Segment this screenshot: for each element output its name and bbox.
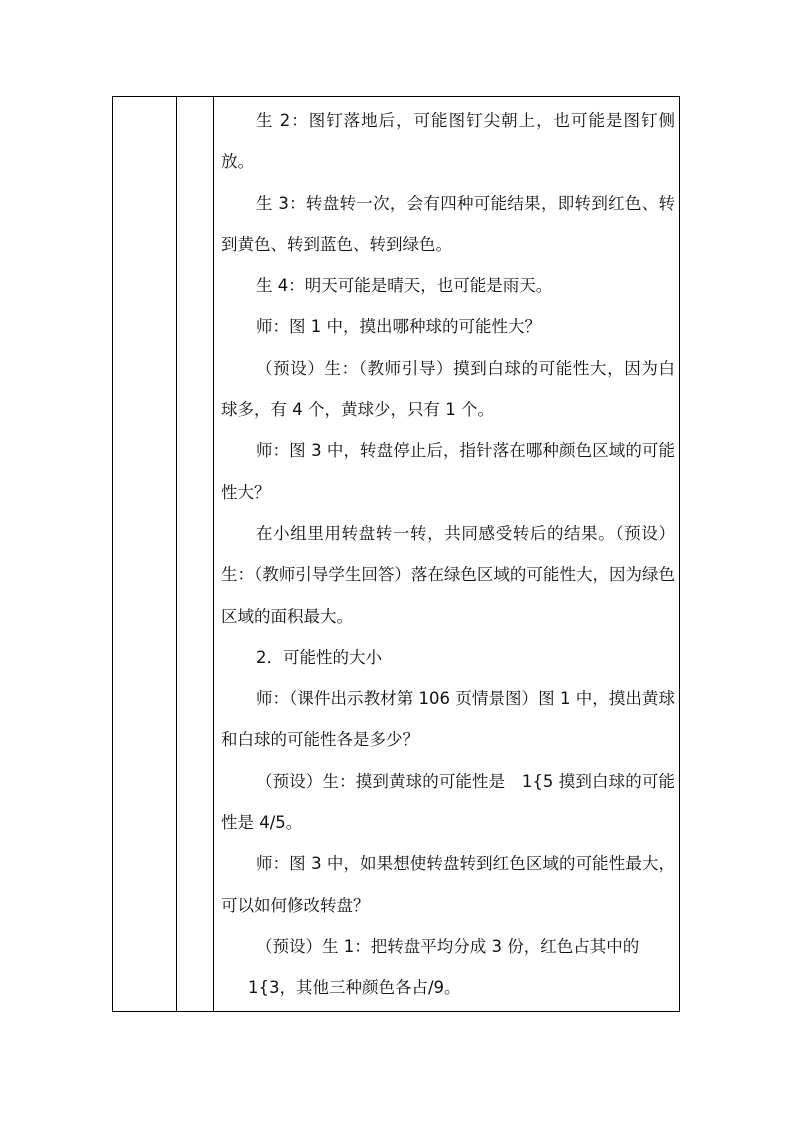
paragraph-preset-answer-2: （预设）生：摸到黄球的可能性是 1{5 摸到白球的可能性是 4/5。 xyxy=(221,771,675,833)
paragraph-group-activity: 在小组里用转盘转一转，共同感受转后的结果。（预设）生：（教师引导学生回答）落在绿色区域的可能性大，因为绿色区域的面积最大。 xyxy=(221,523,675,626)
table-column-divider-2 xyxy=(213,97,214,1011)
paragraph-preset-answer-3-continued: 1{3，其他三种颜色各占/9。 xyxy=(248,978,461,998)
paragraph-student-2: 生 2：图钉落地后，可能图钉尖朝上，也可能是图钉侧放。 xyxy=(221,111,675,172)
paragraph-teacher-question-4: 师：图 3 中，如果想使转盘转到红色区域的可能性最大，可以如何修改转盘？ xyxy=(221,854,675,915)
paragraph-preset-answer-3: （预设）生 1：把转盘平均分成 3 份，红色占其中的 xyxy=(256,936,640,956)
paragraph-student-3: 生 3：转盘转一次，会有四种可能结果，即转到红色、转到黄色、转到蓝色、转到绿色。 xyxy=(221,193,675,254)
paragraph-teacher-question-1: 师：图 1 中，摸出哪种球的可能性大？ xyxy=(256,317,541,337)
paragraph-teacher-question-2: 师：图 3 中，转盘停止后，指针落在哪种颜色区域的可能性大？ xyxy=(221,441,675,502)
section-heading-probability-size: 2．可能性的大小 xyxy=(256,647,382,667)
table-column-divider-1 xyxy=(176,97,177,1011)
paragraph-preset-answer-1: （预设）生：（教师引导）摸到白球的可能性大，因为白球多，有 4 个，黄球少，只有 1 个。 xyxy=(221,358,675,420)
paragraph-teacher-question-3: 师：（课件出示教材第 106 页情景图）图 1 中，摸出黄球和白球的可能性各是多少？ xyxy=(221,689,675,750)
paragraph-student-4: 生 4：明天可能是晴天，也可能是雨天。 xyxy=(256,276,553,296)
lesson-content-cell xyxy=(221,100,675,1009)
